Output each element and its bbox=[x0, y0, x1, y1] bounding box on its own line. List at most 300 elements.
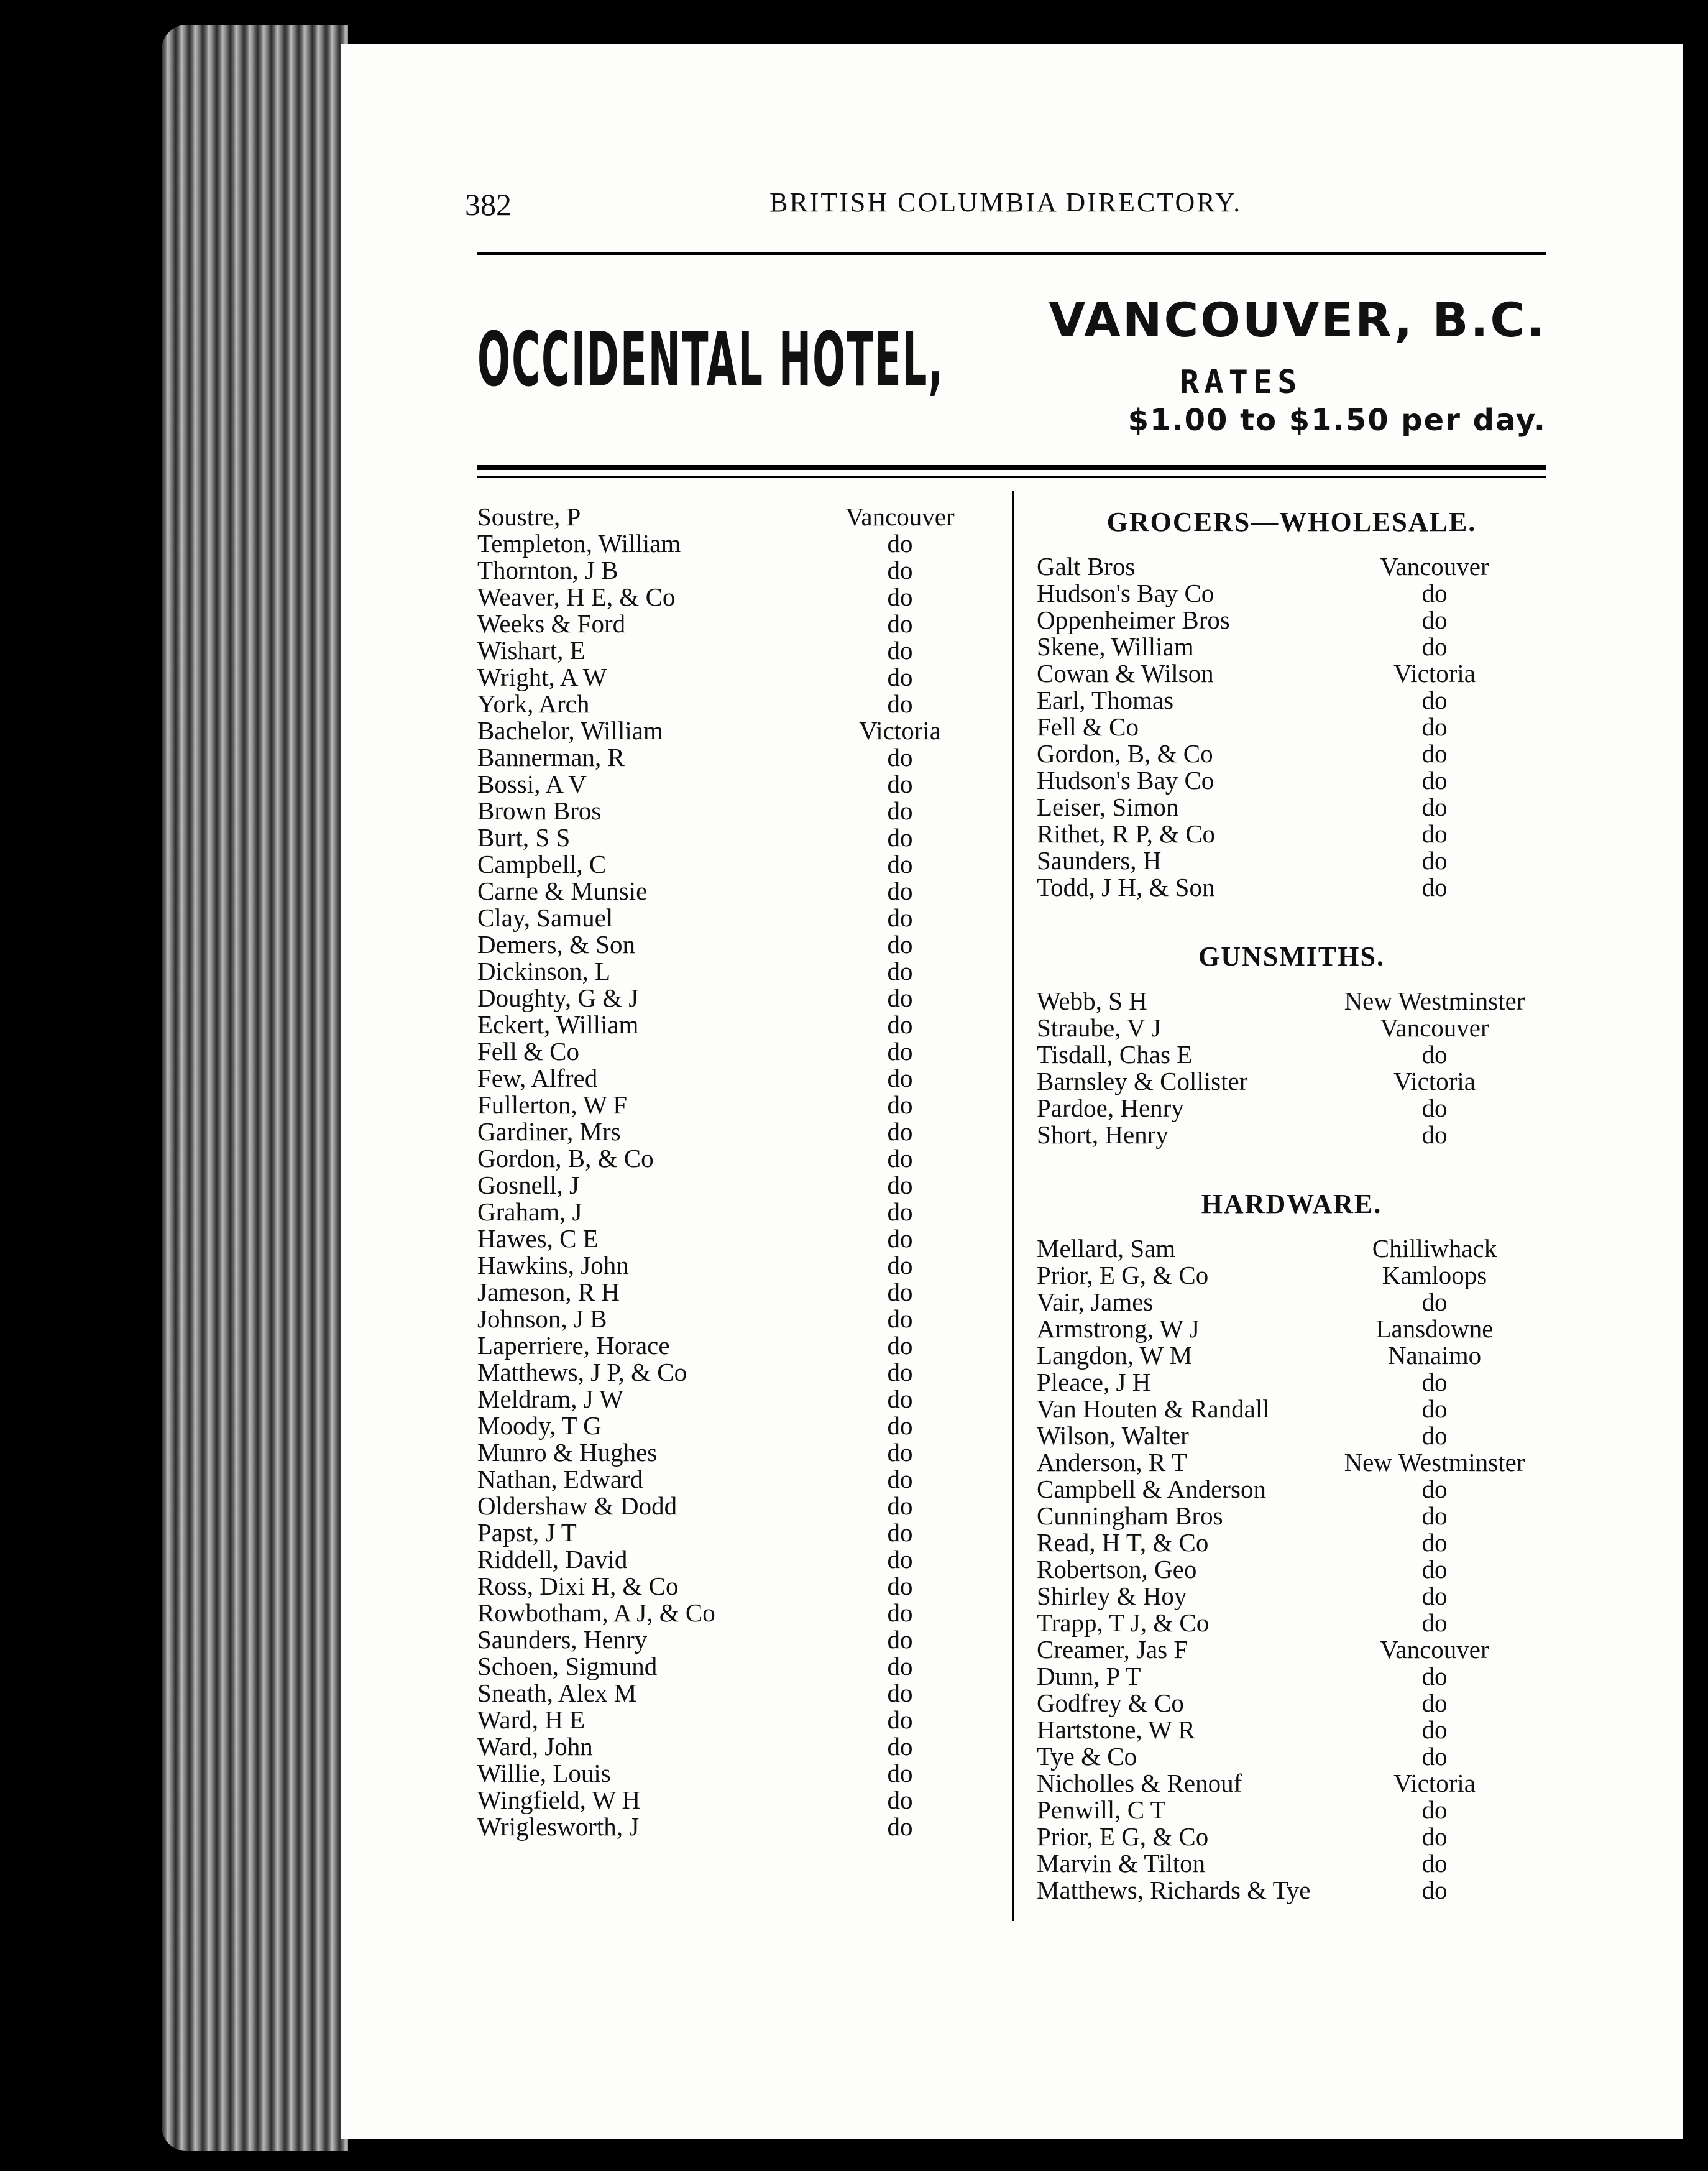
directory-entry bbox=[1037, 1583, 1546, 1610]
entry-location: do bbox=[1421, 579, 1448, 607]
directory-entry bbox=[1037, 1095, 1546, 1122]
directory-entry bbox=[1037, 1449, 1546, 1476]
directory-entry bbox=[477, 1413, 993, 1439]
directory-entry bbox=[477, 1600, 993, 1626]
entry-location: do bbox=[887, 1411, 913, 1440]
directory-entry bbox=[477, 1199, 993, 1225]
heading-spacer bbox=[1037, 1223, 1546, 1235]
entry-location: Vancouver bbox=[1380, 1013, 1489, 1042]
directory-entry bbox=[477, 1012, 993, 1038]
section-gap bbox=[1037, 901, 1546, 938]
directory-entry bbox=[477, 1707, 993, 1733]
entry-location: do bbox=[887, 663, 913, 691]
ad-bottom-rule-thick bbox=[477, 465, 1546, 470]
entry-name: Matthews, J P, & Co bbox=[477, 1358, 687, 1386]
directory-entry bbox=[477, 1733, 993, 1760]
entry-location: do bbox=[887, 1331, 913, 1360]
entry-location: do bbox=[1421, 1795, 1448, 1824]
entry-name: Skene, William bbox=[1037, 632, 1194, 661]
entry-name: Wilson, Walter bbox=[1037, 1421, 1189, 1450]
directory-entry bbox=[477, 530, 993, 557]
entry-name: Weaver, H E, & Co bbox=[477, 583, 676, 611]
entry-name: Read, H T, & Co bbox=[1037, 1528, 1209, 1557]
entry-location: do bbox=[1421, 1715, 1448, 1744]
entry-location: do bbox=[887, 1064, 913, 1092]
entry-name: Gardiner, Mrs bbox=[477, 1117, 621, 1146]
directory-entry bbox=[477, 1653, 993, 1680]
directory-entry bbox=[477, 905, 993, 931]
directory-entry bbox=[1037, 1262, 1546, 1289]
entry-name: Todd, J H, & Son bbox=[1037, 873, 1215, 901]
directory-entry bbox=[1037, 1122, 1546, 1148]
directory-entry bbox=[477, 1386, 993, 1413]
entry-location: Vancouver bbox=[845, 502, 955, 531]
entry-name: Doughty, G & J bbox=[477, 984, 639, 1012]
entry-location: do bbox=[887, 1251, 913, 1279]
entry-name: Dickinson, L bbox=[477, 957, 611, 985]
entry-location: do bbox=[1421, 1876, 1448, 1904]
entry-name: Hudson's Bay Co bbox=[1037, 579, 1214, 607]
entry-location: Vancouver bbox=[1380, 1635, 1489, 1664]
directory-entry bbox=[477, 931, 993, 958]
directory-entry bbox=[1037, 1823, 1546, 1850]
entry-location: do bbox=[887, 1812, 913, 1841]
entry-name: Robertson, Geo bbox=[1037, 1555, 1197, 1583]
entry-name: Galt Bros bbox=[1037, 552, 1136, 581]
directory-entry bbox=[477, 1118, 993, 1145]
directory-entry bbox=[477, 1252, 993, 1279]
entry-name: Munro & Hughes bbox=[477, 1438, 658, 1467]
directory-entry bbox=[1037, 634, 1546, 660]
entry-name: Schoen, Sigmund bbox=[477, 1652, 658, 1680]
directory-entry bbox=[477, 504, 993, 530]
entry-location: do bbox=[887, 930, 913, 959]
entry-name: Vair, James bbox=[1037, 1288, 1154, 1316]
entry-name: Clay, Samuel bbox=[477, 903, 613, 932]
entry-name: Bannerman, R bbox=[477, 743, 625, 772]
directory-entry bbox=[477, 1065, 993, 1092]
entry-name: Riddell, David bbox=[477, 1545, 628, 1574]
entry-location: do bbox=[887, 1358, 913, 1386]
directory-entry bbox=[477, 824, 993, 851]
section-gap bbox=[1037, 1148, 1546, 1186]
section-heading: HARDWARE. bbox=[1201, 1189, 1382, 1219]
ad-bottom-rule-thin bbox=[477, 476, 1546, 478]
directory-entry bbox=[1037, 847, 1546, 874]
directory-entry bbox=[477, 1814, 993, 1840]
entry-location: do bbox=[887, 1652, 913, 1680]
directory-entry bbox=[477, 584, 993, 611]
hotel-name: OCCIDENTAL HOTEL, bbox=[477, 317, 945, 403]
entry-name: Gordon, B, & Co bbox=[477, 1144, 654, 1173]
entry-location: Chilliwhack bbox=[1372, 1234, 1497, 1263]
entry-location: Kamloops bbox=[1382, 1261, 1487, 1289]
entry-name: Wright, A W bbox=[477, 663, 607, 691]
directory-entry bbox=[477, 1680, 993, 1707]
entry-location: do bbox=[1421, 712, 1448, 741]
directory-entry bbox=[1037, 1422, 1546, 1449]
entry-name: Matthews, Richards & Tye bbox=[1037, 1876, 1311, 1904]
entry-name: Gosnell, J bbox=[477, 1171, 579, 1199]
entry-name: Fell & Co bbox=[477, 1037, 580, 1066]
directory-entry bbox=[1037, 1235, 1546, 1262]
directory-entry bbox=[477, 1225, 993, 1252]
entry-name: Tye & Co bbox=[1037, 1742, 1137, 1771]
heading-spacer bbox=[1037, 975, 1546, 988]
entry-location: do bbox=[1421, 1120, 1448, 1149]
entry-location: do bbox=[887, 1117, 913, 1146]
directory-entry bbox=[477, 851, 993, 878]
directory-entry bbox=[1037, 1663, 1546, 1690]
entry-name: Straube, V J bbox=[1037, 1013, 1162, 1042]
entry-name: Rithet, R P, & Co bbox=[1037, 819, 1216, 848]
directory-entry bbox=[477, 1573, 993, 1600]
directory-entry bbox=[1037, 714, 1546, 740]
entry-name: Bossi, A V bbox=[477, 770, 587, 798]
entry-location: do bbox=[887, 1197, 913, 1226]
entry-location: do bbox=[1421, 1822, 1448, 1851]
entry-name: Laperriere, Horace bbox=[477, 1331, 670, 1360]
entry-location: do bbox=[1421, 873, 1448, 901]
entry-name: Moody, T G bbox=[477, 1411, 602, 1440]
directory-entry bbox=[1037, 607, 1546, 634]
entry-name: Eckert, William bbox=[477, 1010, 639, 1039]
entry-name: Graham, J bbox=[477, 1197, 582, 1226]
entry-name: Pleace, J H bbox=[1037, 1368, 1151, 1396]
entry-location: do bbox=[887, 1518, 913, 1547]
entry-name: Armstrong, W J bbox=[1037, 1314, 1200, 1343]
entry-location: do bbox=[1421, 606, 1448, 634]
directory-entry bbox=[477, 557, 993, 584]
entry-name: Thornton, J B bbox=[477, 556, 618, 584]
entry-location: do bbox=[887, 583, 913, 611]
entry-location: do bbox=[1421, 1608, 1448, 1637]
directory-entry bbox=[1037, 1877, 1546, 1904]
entry-name: Bachelor, William bbox=[477, 716, 663, 745]
entry-location: do bbox=[1421, 686, 1448, 714]
directory-entry bbox=[1037, 767, 1546, 794]
entry-name: Webb, S H bbox=[1037, 987, 1147, 1015]
directory-entry bbox=[477, 1760, 993, 1787]
directory-entry bbox=[1037, 1529, 1546, 1556]
entry-location: do bbox=[1421, 846, 1448, 875]
entry-location: Victoria bbox=[1393, 1769, 1476, 1797]
entry-location: do bbox=[887, 823, 913, 852]
page-number: 382 bbox=[465, 187, 512, 222]
entry-name: Fell & Co bbox=[1037, 712, 1139, 741]
directory-entry bbox=[477, 744, 993, 771]
book-page-edges bbox=[162, 25, 348, 2151]
entry-name: Cowan & Wilson bbox=[1037, 659, 1214, 688]
entry-location: do bbox=[887, 877, 913, 905]
directory-entry bbox=[477, 664, 993, 691]
entry-name: York, Arch bbox=[477, 689, 590, 718]
entry-location: do bbox=[887, 689, 913, 718]
entry-name: Oppenheimer Bros bbox=[1037, 606, 1230, 634]
entry-location: do bbox=[887, 984, 913, 1012]
directory-entry bbox=[477, 985, 993, 1012]
entry-name: Ross, Dixi H, & Co bbox=[477, 1572, 679, 1600]
entry-name: Van Houten & Randall bbox=[1037, 1394, 1270, 1423]
entry-name: Cunningham Bros bbox=[1037, 1501, 1223, 1530]
entry-location: do bbox=[887, 796, 913, 825]
directory-entry bbox=[1037, 1369, 1546, 1396]
directory-entry bbox=[1037, 988, 1546, 1015]
entry-location: do bbox=[1421, 1094, 1448, 1122]
directory-entry bbox=[1037, 1041, 1546, 1068]
directory-entry bbox=[1037, 740, 1546, 767]
directory-entry bbox=[1037, 1770, 1546, 1797]
entry-location: Victoria bbox=[859, 716, 941, 745]
entry-location: do bbox=[887, 609, 913, 638]
directory-entry bbox=[477, 1279, 993, 1306]
entry-location: do bbox=[1421, 1742, 1448, 1771]
entry-location: do bbox=[887, 1438, 913, 1467]
entry-name: Penwill, C T bbox=[1037, 1795, 1166, 1824]
entry-name: Johnson, J B bbox=[477, 1304, 607, 1333]
directory-entry bbox=[477, 958, 993, 985]
entry-location: do bbox=[1421, 1528, 1448, 1557]
entry-location: do bbox=[1421, 1849, 1448, 1878]
directory-entry bbox=[477, 798, 993, 824]
directory-entry bbox=[1037, 821, 1546, 847]
right-column bbox=[1037, 504, 1546, 1904]
directory-entry bbox=[477, 611, 993, 637]
entry-name: Nathan, Edward bbox=[477, 1465, 643, 1493]
entry-name: Papst, J T bbox=[477, 1518, 577, 1547]
entry-location: do bbox=[887, 903, 913, 932]
entry-location: Vancouver bbox=[1380, 552, 1489, 581]
entry-name: Few, Alfred bbox=[477, 1064, 598, 1092]
entry-location: do bbox=[887, 1705, 913, 1734]
entry-name: Sneath, Alex M bbox=[477, 1679, 637, 1707]
entry-name: Saunders, Henry bbox=[477, 1625, 648, 1654]
entry-location: do bbox=[1421, 1689, 1448, 1717]
entry-name: Burt, S S bbox=[477, 823, 571, 852]
entry-name: Anderson, R T bbox=[1037, 1448, 1187, 1477]
directory-entry bbox=[1037, 1850, 1546, 1877]
directory-entry bbox=[1037, 1015, 1546, 1041]
entry-location: do bbox=[887, 957, 913, 985]
entry-name: Templeton, William bbox=[477, 529, 681, 558]
entry-name: Tisdall, Chas E bbox=[1037, 1040, 1193, 1069]
entry-location: do bbox=[887, 1224, 913, 1253]
entry-location: do bbox=[887, 1385, 913, 1413]
directory-entry bbox=[477, 1626, 993, 1653]
entry-location: Lansdowne bbox=[1375, 1314, 1494, 1343]
entry-location: do bbox=[887, 1786, 913, 1814]
entry-location: do bbox=[887, 636, 913, 665]
entry-name: Saunders, H bbox=[1037, 846, 1162, 875]
page-header bbox=[341, 187, 1683, 230]
entry-name: Willie, Louis bbox=[477, 1759, 611, 1787]
entry-name: Fullerton, W F bbox=[477, 1090, 628, 1119]
directory-entry bbox=[1037, 1743, 1546, 1770]
directory-entry bbox=[477, 1466, 993, 1493]
entry-location: Nanaimo bbox=[1387, 1341, 1482, 1370]
entry-name: Dunn, P T bbox=[1037, 1662, 1141, 1690]
directory-entry bbox=[477, 691, 993, 717]
entry-location: do bbox=[887, 1465, 913, 1493]
directory-entry bbox=[1037, 1342, 1546, 1369]
entry-name: Short, Henry bbox=[1037, 1120, 1169, 1149]
directory-entry bbox=[477, 1546, 993, 1573]
entry-location: do bbox=[887, 1304, 913, 1333]
entry-location: do bbox=[887, 1625, 913, 1654]
entry-name: Earl, Thomas bbox=[1037, 686, 1174, 714]
entry-name: Trapp, T J, & Co bbox=[1037, 1608, 1210, 1637]
directory-entry bbox=[477, 1145, 993, 1172]
directory-entry bbox=[477, 1787, 993, 1814]
entry-location: do bbox=[887, 1090, 913, 1119]
entry-name: Prior, E G, & Co bbox=[1037, 1822, 1209, 1851]
entry-location: do bbox=[1421, 1662, 1448, 1690]
entry-name: Campbell, C bbox=[477, 850, 607, 878]
entry-name: Campbell & Anderson bbox=[1037, 1475, 1266, 1503]
directory-entry bbox=[1037, 687, 1546, 714]
entry-location: do bbox=[887, 1144, 913, 1173]
directory-entry bbox=[1037, 1396, 1546, 1422]
entry-location: do bbox=[1421, 819, 1448, 848]
entry-name: Godfrey & Co bbox=[1037, 1689, 1184, 1717]
entry-location: do bbox=[1421, 766, 1448, 795]
entry-location: do bbox=[887, 529, 913, 558]
entry-name: Weeks & Ford bbox=[477, 609, 626, 638]
entry-location: do bbox=[1421, 1040, 1448, 1069]
directory-entry bbox=[477, 717, 993, 744]
entry-name: Gordon, B, & Co bbox=[1037, 739, 1213, 768]
hotel-city: VANCOUVER, B.C. bbox=[1049, 292, 1546, 348]
directory-entry bbox=[1037, 1503, 1546, 1529]
directory-entry bbox=[477, 878, 993, 905]
entry-location: do bbox=[887, 1037, 913, 1066]
directory-entry bbox=[1037, 1690, 1546, 1717]
entry-name: Wishart, E bbox=[477, 636, 585, 665]
entry-location: do bbox=[1421, 1582, 1448, 1610]
directory-entry bbox=[1037, 1556, 1546, 1583]
directory-entry bbox=[477, 771, 993, 798]
entry-name: Demers, & Son bbox=[477, 930, 635, 959]
directory-entry bbox=[1037, 1068, 1546, 1095]
entry-name: Carne & Munsie bbox=[477, 877, 648, 905]
entry-location: do bbox=[1421, 1288, 1448, 1316]
entry-name: Creamer, Jas F bbox=[1037, 1635, 1188, 1664]
directory-entry bbox=[477, 637, 993, 664]
entry-location: do bbox=[887, 1278, 913, 1306]
directory-entry bbox=[1037, 660, 1546, 687]
directory-entry bbox=[477, 1439, 993, 1466]
entry-name: Leiser, Simon bbox=[1037, 793, 1179, 821]
entry-location: do bbox=[887, 1545, 913, 1574]
entry-location: Victoria bbox=[1393, 659, 1476, 688]
column-divider bbox=[1012, 491, 1014, 1921]
entry-name: Prior, E G, & Co bbox=[1037, 1261, 1209, 1289]
hotel-advertisement bbox=[477, 280, 1546, 438]
entry-name: Hudson's Bay Co bbox=[1037, 766, 1214, 795]
entry-name: Hawes, C E bbox=[477, 1224, 599, 1253]
entry-name: Jameson, R H bbox=[477, 1278, 620, 1306]
entry-location: do bbox=[1421, 632, 1448, 661]
entry-location: do bbox=[1421, 1555, 1448, 1583]
directory-entry bbox=[1037, 1289, 1546, 1316]
entry-location: do bbox=[887, 1171, 913, 1199]
entry-name: Rowbotham, A J, & Co bbox=[477, 1598, 715, 1627]
directory-entry bbox=[1037, 580, 1546, 607]
entry-location: New Westminster bbox=[1344, 1448, 1525, 1477]
directory-entry bbox=[1037, 553, 1546, 580]
entry-location: Victoria bbox=[1393, 1067, 1476, 1095]
top-rule bbox=[477, 252, 1546, 255]
directory-entry bbox=[1037, 1476, 1546, 1503]
entry-location: do bbox=[1421, 1421, 1448, 1450]
entry-location: do bbox=[1421, 793, 1448, 821]
rates-value: $1.00 to $1.50 per day. bbox=[1127, 403, 1546, 438]
entry-name: Oldershaw & Dodd bbox=[477, 1491, 677, 1520]
directory-entry bbox=[477, 1332, 993, 1359]
entry-name: Barnsley & Collister bbox=[1037, 1067, 1248, 1095]
entry-location: do bbox=[887, 1010, 913, 1039]
directory-entry bbox=[477, 1359, 993, 1386]
directory-entry bbox=[477, 1493, 993, 1519]
directory-entry bbox=[477, 1519, 993, 1546]
directory-entry bbox=[1037, 1797, 1546, 1823]
entry-name: Hartstone, W R bbox=[1037, 1715, 1195, 1744]
entry-location: do bbox=[1421, 1475, 1448, 1503]
entry-location: do bbox=[887, 770, 913, 798]
directory-entry bbox=[477, 1172, 993, 1199]
directory-entry bbox=[477, 1092, 993, 1118]
directory-entry bbox=[1037, 1636, 1546, 1663]
entry-location: do bbox=[887, 1679, 913, 1707]
directory-entry bbox=[1037, 1717, 1546, 1743]
directory-entry bbox=[1037, 1610, 1546, 1636]
entry-location: do bbox=[887, 556, 913, 584]
entry-name: Wingfield, W H bbox=[477, 1786, 641, 1814]
left-column bbox=[477, 504, 993, 1840]
directory-entry bbox=[477, 1038, 993, 1065]
entry-name: Nicholles & Renouf bbox=[1037, 1769, 1242, 1797]
entry-location: do bbox=[1421, 1394, 1448, 1423]
entry-location: do bbox=[887, 1759, 913, 1787]
entry-name: Langdon, W M bbox=[1037, 1341, 1193, 1370]
entry-location: do bbox=[887, 1732, 913, 1761]
entry-name: Ward, John bbox=[477, 1732, 593, 1761]
entry-name: Mellard, Sam bbox=[1037, 1234, 1176, 1263]
directory-entry bbox=[1037, 794, 1546, 821]
entry-location: do bbox=[887, 1572, 913, 1600]
section-heading: GUNSMITHS. bbox=[1198, 941, 1385, 972]
entry-name: Hawkins, John bbox=[477, 1251, 629, 1279]
entry-location: do bbox=[887, 743, 913, 772]
entry-name: Brown Bros bbox=[477, 796, 602, 825]
entry-location: do bbox=[887, 1598, 913, 1627]
entry-location: do bbox=[1421, 1501, 1448, 1530]
entry-location: do bbox=[887, 850, 913, 878]
directory-entry bbox=[1037, 1316, 1546, 1342]
running-title: BRITISH COLUMBIA DIRECTORY. bbox=[769, 187, 1242, 218]
section-heading: GROCERS—WHOLESALE. bbox=[1106, 507, 1477, 537]
directory-entry bbox=[1037, 874, 1546, 901]
entry-name: Pardoe, Henry bbox=[1037, 1094, 1184, 1122]
rates-label: RATES bbox=[1180, 364, 1302, 401]
entry-name: Marvin & Tilton bbox=[1037, 1849, 1206, 1878]
entry-location: do bbox=[1421, 739, 1448, 768]
entry-name: Meldram, J W bbox=[477, 1385, 623, 1413]
entry-location: do bbox=[1421, 1368, 1448, 1396]
entry-name: Ward, H E bbox=[477, 1705, 585, 1734]
directory-page bbox=[341, 44, 1683, 2139]
entry-location: New Westminster bbox=[1344, 987, 1525, 1015]
